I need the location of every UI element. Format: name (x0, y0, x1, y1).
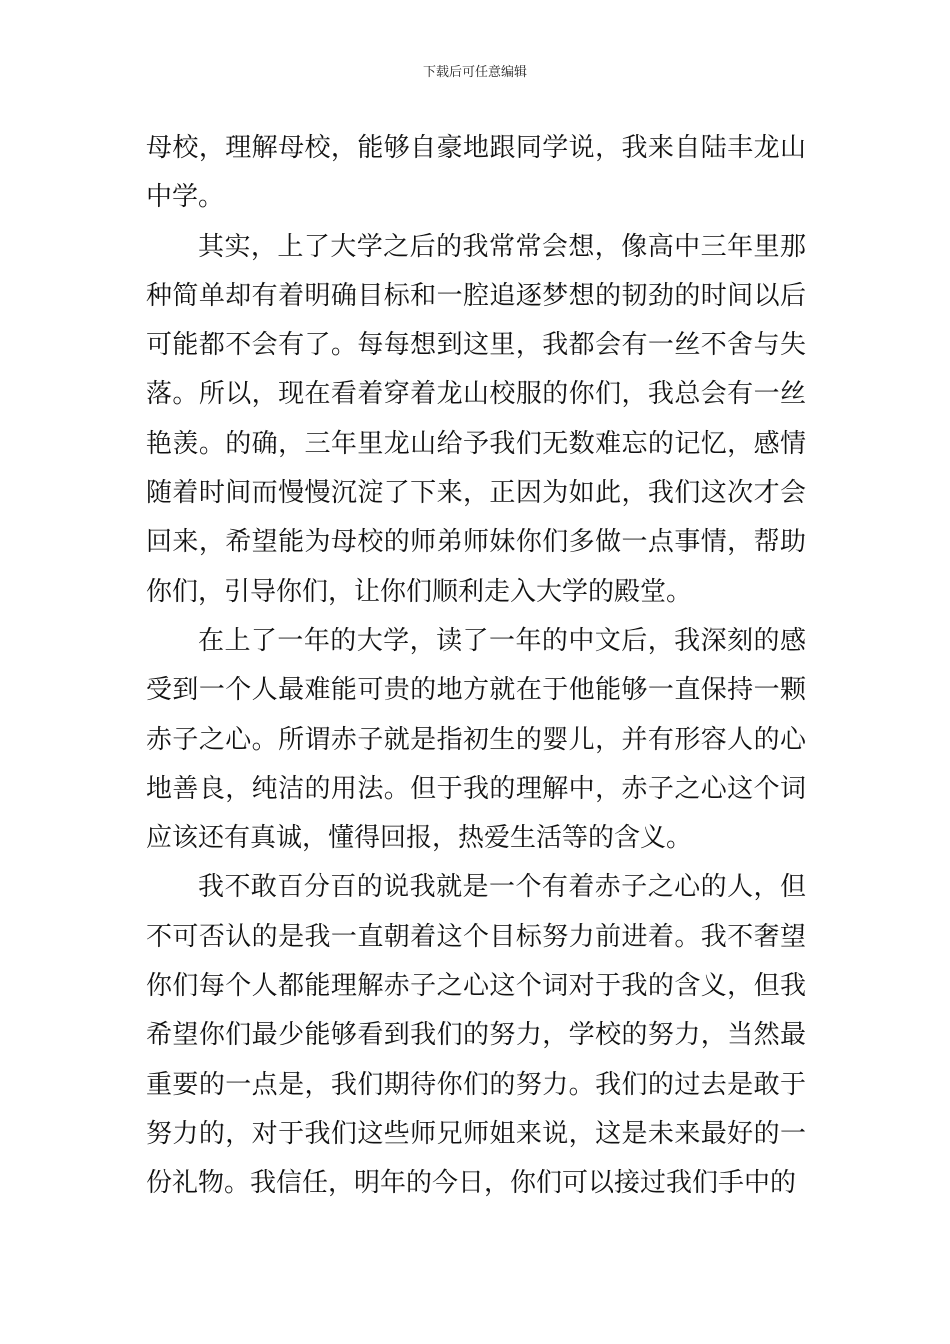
paragraph-1: 母校，理解母校，能够自豪地跟同学说，我来自陆丰龙山中学。 (146, 133, 806, 213)
page-header: 下载后可任意编辑 (422, 65, 527, 80)
paragraph-2: 其实，上了大学之后的我常常会想，像高中三年里那种简单却有着明确目标和一腔追逐梦想的韧劲的时间以后可能都不会有了。每每想到这里，我都会有一丝不舍与失落。所以，现在看着穿着龙山校服的你们，我总会有一丝艳羡。的确，三年里龙山给予我们无数难忘的记忆，感情随着时间而慢慢沉淀了下来，正因为如此，我们这次才会回来，希望能为母校的师弟师妹你们多做一点事情，帮助你们，引导你们，让你们顺利走入大学的殿堂。 (146, 231, 806, 607)
paragraph-4: 我不敢百分百的说我就是一个有着赤子之心的人，但不可否认的是我一直朝着这个目标努力前进着。我不奢望你们每个人都能理解赤子之心这个词对于我的含义，但我希望你们最少能够看到我们的努力，学校的努力，当然最重要的一点是，我们期待你们的努力。我们的过去是敢于努力的，对于我们这些师兄师姐来说，这是未来最好的一份礼物。我信任，明年的今日，你们可以接过我们手中的 (146, 872, 806, 1199)
document-body (146, 124, 806, 1209)
paragraph-3: 在上了一年的大学，读了一年的中文后，我深刻的感受到一个人最难能可贵的地方就在于他能够一直保持一颗赤子之心。所谓赤子就是指初生的婴儿，并有形容人的心地善良，纯洁的用法。但于我的理解中，赤子之心这个词应该还有真诚，懂得回报，热爱生活等的含义。 (146, 625, 806, 854)
